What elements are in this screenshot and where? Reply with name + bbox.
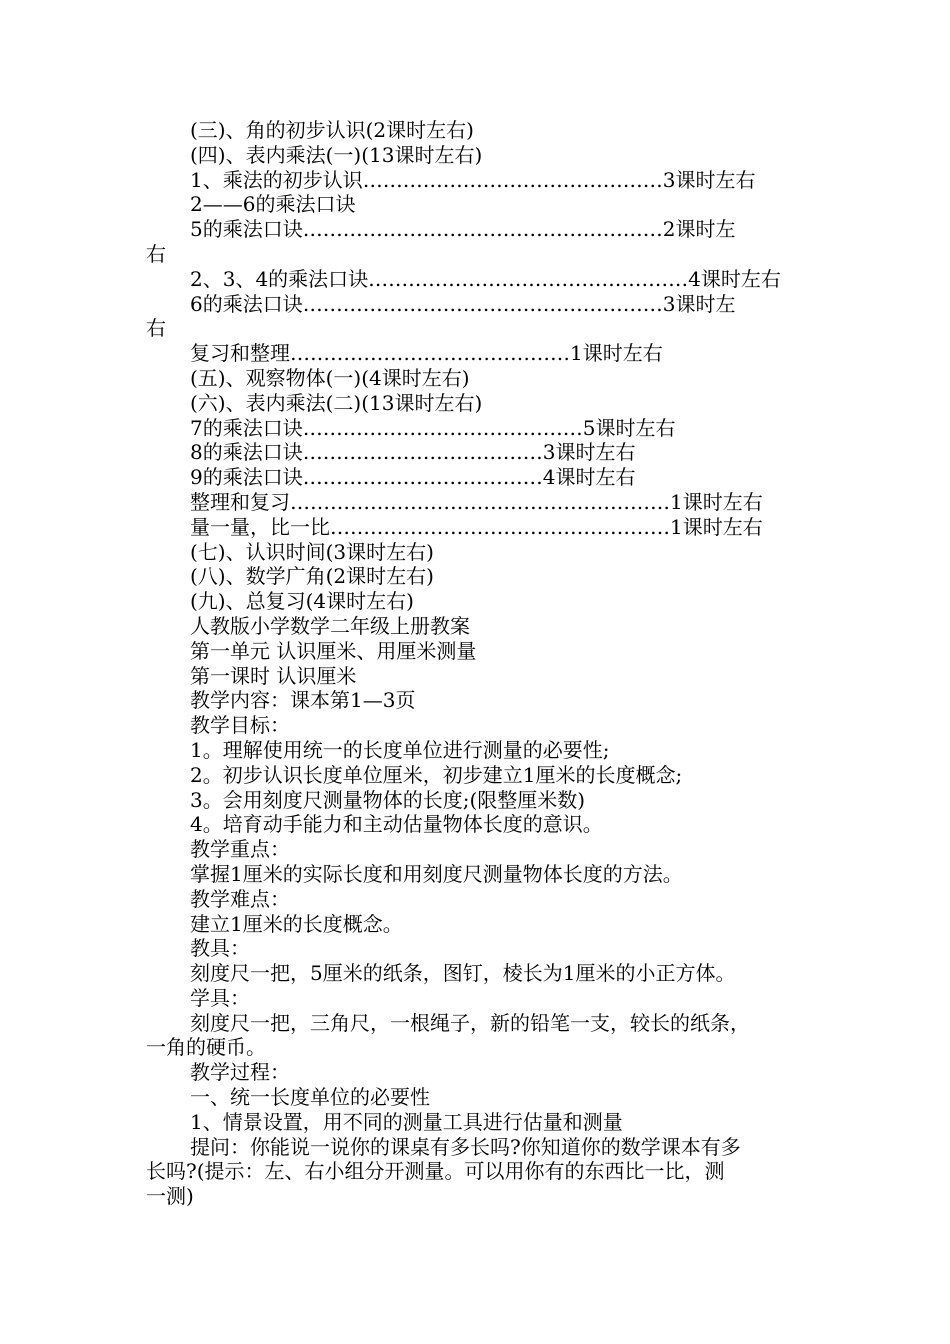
text-line: (七)、认识时间(3课时左右) — [190, 539, 434, 564]
text-line: 一角的硬币。 — [146, 1035, 266, 1060]
text-line: 人教版小学数学二年级上册教案 — [190, 613, 470, 638]
text-line: 提问：你能说一说你的课桌有多长吗?你知道你的数学课本有多 — [190, 1134, 741, 1159]
text-line: 2、3、4的乘法口诀…………………………………………4课时左右 — [190, 266, 781, 291]
text-line: 2。初步认识长度单位厘米，初步建立1厘米的长度概念; — [190, 762, 683, 787]
text-line: (九)、总复习(4课时左右) — [190, 589, 414, 614]
text-line: 3。会用刻度尺测量物体的长度;(限整厘米数) — [190, 787, 586, 812]
text-line: 第一课时 认识厘米 — [190, 663, 357, 688]
text-line: 1。理解使用统一的长度单位进行测量的必要性; — [190, 737, 610, 762]
text-line: 量一量，比一比……………………………………………1课时左右 — [190, 514, 763, 539]
text-line: 7的乘法口诀……………………………………5课时左右 — [190, 415, 676, 440]
text-line: (四)、表内乘法(一)(13课时左右) — [190, 142, 483, 167]
text-line: 长吗?(提示：左、右小组分开测量。可以用你有的东西比一比，测 — [146, 1159, 725, 1184]
text-line: 教学内容：课本第1—3页 — [190, 688, 416, 713]
document-body — [146, 118, 811, 1209]
text-line: 刻度尺一把，5厘米的纸条，图钉，棱长为1厘米的小正方体。 — [190, 961, 736, 986]
text-line: 教学过程： — [190, 1060, 290, 1085]
text-line: 刻度尺一把，三角尺，一根绳子，新的铅笔一支，较长的纸条， — [190, 1010, 750, 1035]
text-line: 9的乘法口诀………………………………4课时左右 — [190, 465, 636, 490]
text-line: 整理和复习…………………………………………………1课时左右 — [190, 489, 763, 514]
text-line: 5的乘法口诀………………………………………………2课时左 — [190, 217, 736, 242]
text-line: 教学重点： — [190, 837, 290, 862]
text-line: (六)、表内乘法(二)(13课时左右) — [190, 390, 483, 415]
text-line: 8的乘法口诀………………………………3课时左右 — [190, 440, 636, 465]
text-line: 6的乘法口诀………………………………………………3课时左 — [190, 291, 736, 316]
text-line: 教具： — [190, 936, 250, 961]
text-line: 2——6的乘法口诀 — [190, 192, 356, 217]
text-line: 1、情景设置，用不同的测量工具进行估量和测量 — [190, 1109, 623, 1134]
text-line: 教学难点： — [190, 886, 290, 911]
text-line: 第一单元 认识厘米、用厘米测量 — [190, 638, 477, 663]
text-line: (五)、观察物体(一)(4课时左右) — [190, 365, 470, 390]
text-line: 一、统一长度单位的必要性 — [190, 1085, 430, 1110]
text-line: 教学目标： — [190, 713, 290, 738]
text-line: (八)、数学广角(2课时左右) — [190, 564, 434, 589]
text-line: 右 — [146, 241, 166, 266]
text-line: 一测) — [146, 1184, 194, 1209]
text-line: 1、乘法的初步认识………………………………………3课时左右 — [190, 167, 756, 192]
text-line: (三)、角的初步认识(2课时左右) — [190, 118, 474, 142]
text-line: 建立1厘米的长度概念。 — [190, 911, 403, 936]
text-line: 复习和整理……………………………………1课时左右 — [190, 341, 663, 366]
text-line: 4。培育动手能力和主动估量物体长度的意识。 — [190, 812, 603, 837]
text-line: 掌握1厘米的实际长度和用刻度尺测量物体长度的方法。 — [190, 861, 683, 886]
text-line: 右 — [146, 316, 166, 341]
text-line: 学具： — [190, 985, 250, 1010]
